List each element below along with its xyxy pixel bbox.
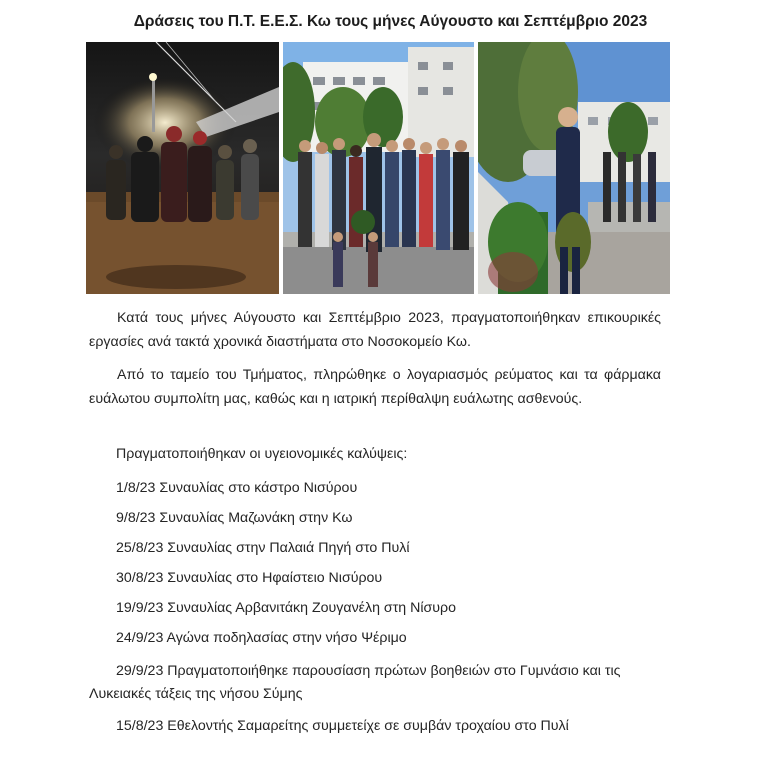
list-item: 15/8/23 Εθελοντής Σαμαρείτης συμμετείχε σε συμβάν τροχαίου στο Πυλί [116, 718, 569, 734]
paragraph-hospital-work [89, 306, 661, 354]
photo-wreath-laying [478, 42, 670, 294]
paragraph-fund-payments-text: Από το ταμείο του Τμήματος, πληρώθηκε ο λογαριασμός ρεύματος και τα φάρμακα ευάλωτου συμπολίτη μας, καθώς και η ιατρική περίθαλψη ευάλωτης ασθενούς. [89, 367, 661, 407]
paragraph-hospital-work-text: Κατά τους μήνες Αύγουστο και Σεπτέμβριο 2023, πραγματοποιήθηκαν επικουρικές εργασίες ανά τακτά χρονικά διαστήματα στο Νοσοκομείο Κω. [89, 310, 661, 350]
list-item: 30/8/23 Συναυλίας στο Ηφαίστειο Νισύρου [116, 570, 383, 586]
list-item: 25/8/23 Συναυλίας στην Παλαιά Πηγή στο Πυλί [116, 540, 410, 556]
list-item: 19/9/23 Συναυλίας Αρβανιτάκη Ζουγανέλη στη Νίσυρο [116, 600, 457, 616]
photo-night-event [86, 42, 279, 294]
list-item: 24/9/23 Αγώνα ποδηλασίας στην νήσο Ψέριμο [116, 630, 407, 646]
list-item [89, 660, 669, 706]
photo-strip [86, 42, 670, 294]
list-item: 1/8/23 Συναυλίας στο κάστρο Νισύρου [116, 480, 358, 496]
list-item: 9/8/23 Συναυλίας Μαζωνάκη στην Κω [116, 510, 353, 526]
paragraph-fund-payments [89, 363, 661, 411]
coverage-intro: Πραγματοποιήθηκαν οι υγειονομικές καλύψεις: [116, 446, 408, 462]
list-item-text: 29/9/23 Πραγματοποιήθηκε παρουσίαση πρώτων βοηθειών στο Γυμνάσιο και τις Λυκειακές τάξεις της νήσου Σύμης [89, 663, 621, 702]
photo-ceremony-group [283, 42, 474, 294]
document-title: Δράσεις του Π.Τ. Ε.Ε.Σ. Κω τους μήνες Αύγουστο και Σεπτέμβριο 2023 [133, 13, 648, 30]
